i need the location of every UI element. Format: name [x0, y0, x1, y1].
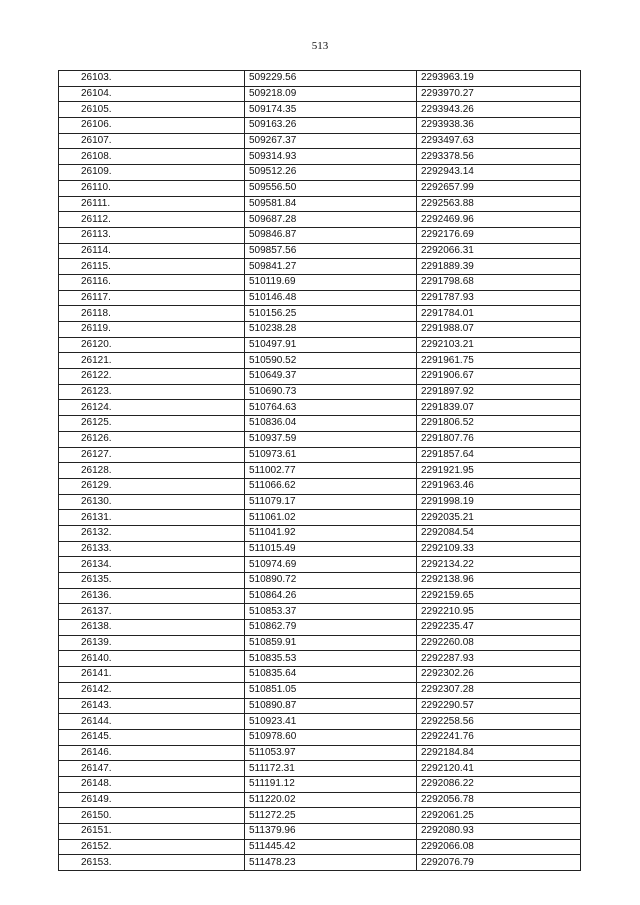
x-coordinate-cell: 510238.28 [245, 322, 417, 338]
y-coordinate-cell: 2292176.69 [417, 227, 581, 243]
table-row [59, 322, 581, 338]
x-coordinate-cell: 510119.69 [245, 274, 417, 290]
point-number-cell: 26137. [59, 604, 245, 620]
x-coordinate-cell: 510974.69 [245, 557, 417, 573]
point-number-cell: 26150. [59, 808, 245, 824]
point-number-cell: 26115. [59, 259, 245, 275]
x-coordinate-cell: 510851.05 [245, 682, 417, 698]
y-coordinate-cell: 2292307.28 [417, 682, 581, 698]
x-coordinate-cell: 509163.26 [245, 118, 417, 134]
table-row [59, 573, 581, 589]
table-row [59, 353, 581, 369]
point-number-cell: 26149. [59, 792, 245, 808]
table-row [59, 463, 581, 479]
y-coordinate-cell: 2291806.52 [417, 416, 581, 432]
x-coordinate-cell: 510890.72 [245, 573, 417, 589]
y-coordinate-cell: 2291998.19 [417, 494, 581, 510]
y-coordinate-cell: 2291787.93 [417, 290, 581, 306]
table-row [59, 259, 581, 275]
point-number-cell: 26127. [59, 447, 245, 463]
y-coordinate-cell: 2292086.22 [417, 776, 581, 792]
point-number-cell: 26120. [59, 337, 245, 353]
x-coordinate-cell: 511053.97 [245, 745, 417, 761]
y-coordinate-cell: 2292260.08 [417, 635, 581, 651]
table-row [59, 118, 581, 134]
x-coordinate-cell: 511220.02 [245, 792, 417, 808]
table-row [59, 290, 581, 306]
y-coordinate-cell: 2292302.26 [417, 667, 581, 683]
point-number-cell: 26136. [59, 588, 245, 604]
table-row [59, 604, 581, 620]
y-coordinate-cell: 2292159.65 [417, 588, 581, 604]
x-coordinate-cell: 510973.61 [245, 447, 417, 463]
table-row [59, 792, 581, 808]
point-number-cell: 26128. [59, 463, 245, 479]
y-coordinate-cell: 2292134.22 [417, 557, 581, 573]
y-coordinate-cell: 2291798.68 [417, 274, 581, 290]
point-number-cell: 26153. [59, 855, 245, 871]
y-coordinate-cell: 2292061.25 [417, 808, 581, 824]
point-number-cell: 26152. [59, 839, 245, 855]
x-coordinate-cell: 510146.48 [245, 290, 417, 306]
x-coordinate-cell: 510862.79 [245, 620, 417, 636]
point-number-cell: 26133. [59, 541, 245, 557]
y-coordinate-cell: 2292210.95 [417, 604, 581, 620]
table-row [59, 243, 581, 259]
x-coordinate-cell: 509512.26 [245, 165, 417, 181]
table-row [59, 824, 581, 840]
x-coordinate-cell: 511445.42 [245, 839, 417, 855]
point-number-cell: 26116. [59, 274, 245, 290]
y-coordinate-cell: 2291963.46 [417, 478, 581, 494]
point-number-cell: 26125. [59, 416, 245, 432]
point-number-cell: 26110. [59, 180, 245, 196]
point-number-cell: 26124. [59, 400, 245, 416]
point-number-cell: 26131. [59, 510, 245, 526]
table-row [59, 808, 581, 824]
table-row [59, 667, 581, 683]
x-coordinate-cell: 509229.56 [245, 71, 417, 87]
table-row [59, 133, 581, 149]
x-coordinate-cell: 511172.31 [245, 761, 417, 777]
table-row [59, 149, 581, 165]
y-coordinate-cell: 2292056.78 [417, 792, 581, 808]
x-coordinate-cell: 509846.87 [245, 227, 417, 243]
table-row [59, 839, 581, 855]
table-row [59, 855, 581, 871]
y-coordinate-cell: 2292120.41 [417, 761, 581, 777]
point-number-cell: 26147. [59, 761, 245, 777]
point-number-cell: 26118. [59, 306, 245, 322]
table-row [59, 745, 581, 761]
table-row [59, 447, 581, 463]
y-coordinate-cell: 2292138.96 [417, 573, 581, 589]
x-coordinate-cell: 510859.91 [245, 635, 417, 651]
table-row [59, 776, 581, 792]
point-number-cell: 26145. [59, 729, 245, 745]
point-number-cell: 26123. [59, 384, 245, 400]
point-number-cell: 26109. [59, 165, 245, 181]
table-row [59, 729, 581, 745]
table-row [59, 416, 581, 432]
y-coordinate-cell: 2292084.54 [417, 525, 581, 541]
table-row [59, 384, 581, 400]
y-coordinate-cell: 2292563.88 [417, 196, 581, 212]
x-coordinate-cell: 509841.27 [245, 259, 417, 275]
y-coordinate-cell: 2292184.84 [417, 745, 581, 761]
x-coordinate-cell: 510156.25 [245, 306, 417, 322]
table-row [59, 369, 581, 385]
point-number-cell: 26144. [59, 714, 245, 730]
table-row [59, 71, 581, 87]
x-coordinate-cell: 510853.37 [245, 604, 417, 620]
point-number-cell: 26142. [59, 682, 245, 698]
x-coordinate-cell: 510835.53 [245, 651, 417, 667]
x-coordinate-cell: 510864.26 [245, 588, 417, 604]
table-row [59, 557, 581, 573]
y-coordinate-cell: 2292109.33 [417, 541, 581, 557]
x-coordinate-cell: 511041.92 [245, 525, 417, 541]
point-number-cell: 26135. [59, 573, 245, 589]
table-row [59, 478, 581, 494]
x-coordinate-cell: 509581.84 [245, 196, 417, 212]
y-coordinate-cell: 2291889.39 [417, 259, 581, 275]
x-coordinate-cell: 510649.37 [245, 369, 417, 385]
point-number-cell: 26112. [59, 212, 245, 228]
x-coordinate-cell: 511191.12 [245, 776, 417, 792]
table-row [59, 227, 581, 243]
page-number: 513 [311, 40, 329, 52]
table-row [59, 635, 581, 651]
coordinates-table-body [59, 71, 581, 871]
y-coordinate-cell: 2292657.99 [417, 180, 581, 196]
x-coordinate-cell: 509314.93 [245, 149, 417, 165]
y-coordinate-cell: 2292290.57 [417, 698, 581, 714]
point-number-cell: 26119. [59, 322, 245, 338]
y-coordinate-cell: 2292287.93 [417, 651, 581, 667]
point-number-cell: 26105. [59, 102, 245, 118]
x-coordinate-cell: 510590.52 [245, 353, 417, 369]
y-coordinate-cell: 2291807.76 [417, 431, 581, 447]
y-coordinate-cell: 2292258.56 [417, 714, 581, 730]
x-coordinate-cell: 510923.41 [245, 714, 417, 730]
point-number-cell: 26111. [59, 196, 245, 212]
x-coordinate-cell: 509556.50 [245, 180, 417, 196]
point-number-cell: 26134. [59, 557, 245, 573]
y-coordinate-cell: 2292066.31 [417, 243, 581, 259]
table-row [59, 714, 581, 730]
y-coordinate-cell: 2291921.95 [417, 463, 581, 479]
point-number-cell: 26139. [59, 635, 245, 651]
y-coordinate-cell: 2292469.96 [417, 212, 581, 228]
table-row [59, 196, 581, 212]
table-row [59, 494, 581, 510]
point-number-cell: 26126. [59, 431, 245, 447]
x-coordinate-cell: 511015.49 [245, 541, 417, 557]
x-coordinate-cell: 511478.23 [245, 855, 417, 871]
y-coordinate-cell: 2291897.92 [417, 384, 581, 400]
y-coordinate-cell: 2293963.19 [417, 71, 581, 87]
table-row [59, 510, 581, 526]
table-row [59, 620, 581, 636]
point-number-cell: 26121. [59, 353, 245, 369]
table-row [59, 212, 581, 228]
point-number-cell: 26113. [59, 227, 245, 243]
y-coordinate-cell: 2292103.21 [417, 337, 581, 353]
y-coordinate-cell: 2293943.26 [417, 102, 581, 118]
point-number-cell: 26130. [59, 494, 245, 510]
x-coordinate-cell: 511066.62 [245, 478, 417, 494]
table-row [59, 682, 581, 698]
y-coordinate-cell: 2291961.75 [417, 353, 581, 369]
y-coordinate-cell: 2292235.47 [417, 620, 581, 636]
table-row [59, 588, 581, 604]
x-coordinate-cell: 509267.37 [245, 133, 417, 149]
y-coordinate-cell: 2292035.21 [417, 510, 581, 526]
point-number-cell: 26143. [59, 698, 245, 714]
y-coordinate-cell: 2292080.93 [417, 824, 581, 840]
table-row [59, 400, 581, 416]
point-number-cell: 26108. [59, 149, 245, 165]
x-coordinate-cell: 510978.60 [245, 729, 417, 745]
x-coordinate-cell: 510764.63 [245, 400, 417, 416]
point-number-cell: 26114. [59, 243, 245, 259]
y-coordinate-cell: 2293497.63 [417, 133, 581, 149]
table-row [59, 86, 581, 102]
y-coordinate-cell: 2291906.67 [417, 369, 581, 385]
point-number-cell: 26138. [59, 620, 245, 636]
table-row [59, 165, 581, 181]
x-coordinate-cell: 509687.28 [245, 212, 417, 228]
y-coordinate-cell: 2292241.76 [417, 729, 581, 745]
point-number-cell: 26146. [59, 745, 245, 761]
point-number-cell: 26117. [59, 290, 245, 306]
x-coordinate-cell: 509174.35 [245, 102, 417, 118]
x-coordinate-cell: 511272.25 [245, 808, 417, 824]
table-row [59, 102, 581, 118]
point-number-cell: 26122. [59, 369, 245, 385]
y-coordinate-cell: 2293938.36 [417, 118, 581, 134]
point-number-cell: 26103. [59, 71, 245, 87]
x-coordinate-cell: 511061.02 [245, 510, 417, 526]
x-coordinate-cell: 510836.04 [245, 416, 417, 432]
x-coordinate-cell: 510835.64 [245, 667, 417, 683]
x-coordinate-cell: 510937.59 [245, 431, 417, 447]
y-coordinate-cell: 2293970.27 [417, 86, 581, 102]
point-number-cell: 26104. [59, 86, 245, 102]
y-coordinate-cell: 2291784.01 [417, 306, 581, 322]
y-coordinate-cell: 2292066.08 [417, 839, 581, 855]
x-coordinate-cell: 510690.73 [245, 384, 417, 400]
point-number-cell: 26141. [59, 667, 245, 683]
point-number-cell: 26151. [59, 824, 245, 840]
table-row [59, 180, 581, 196]
table-row [59, 651, 581, 667]
x-coordinate-cell: 509218.09 [245, 86, 417, 102]
y-coordinate-cell: 2291839.07 [417, 400, 581, 416]
x-coordinate-cell: 510890.87 [245, 698, 417, 714]
coordinates-table [58, 70, 581, 871]
point-number-cell: 26129. [59, 478, 245, 494]
table-row [59, 306, 581, 322]
y-coordinate-cell: 2291857.64 [417, 447, 581, 463]
table-row [59, 525, 581, 541]
y-coordinate-cell: 2292943.14 [417, 165, 581, 181]
table-row [59, 761, 581, 777]
x-coordinate-cell: 511379.96 [245, 824, 417, 840]
table-row [59, 337, 581, 353]
table-row [59, 431, 581, 447]
point-number-cell: 26140. [59, 651, 245, 667]
table-row [59, 698, 581, 714]
table-row [59, 541, 581, 557]
point-number-cell: 26107. [59, 133, 245, 149]
y-coordinate-cell: 2292076.79 [417, 855, 581, 871]
x-coordinate-cell: 509857.56 [245, 243, 417, 259]
x-coordinate-cell: 511079.17 [245, 494, 417, 510]
point-number-cell: 26106. [59, 118, 245, 134]
y-coordinate-cell: 2293378.56 [417, 149, 581, 165]
point-number-cell: 26132. [59, 525, 245, 541]
point-number-cell: 26148. [59, 776, 245, 792]
x-coordinate-cell: 511002.77 [245, 463, 417, 479]
x-coordinate-cell: 510497.91 [245, 337, 417, 353]
y-coordinate-cell: 2291988.07 [417, 322, 581, 338]
table-row [59, 274, 581, 290]
